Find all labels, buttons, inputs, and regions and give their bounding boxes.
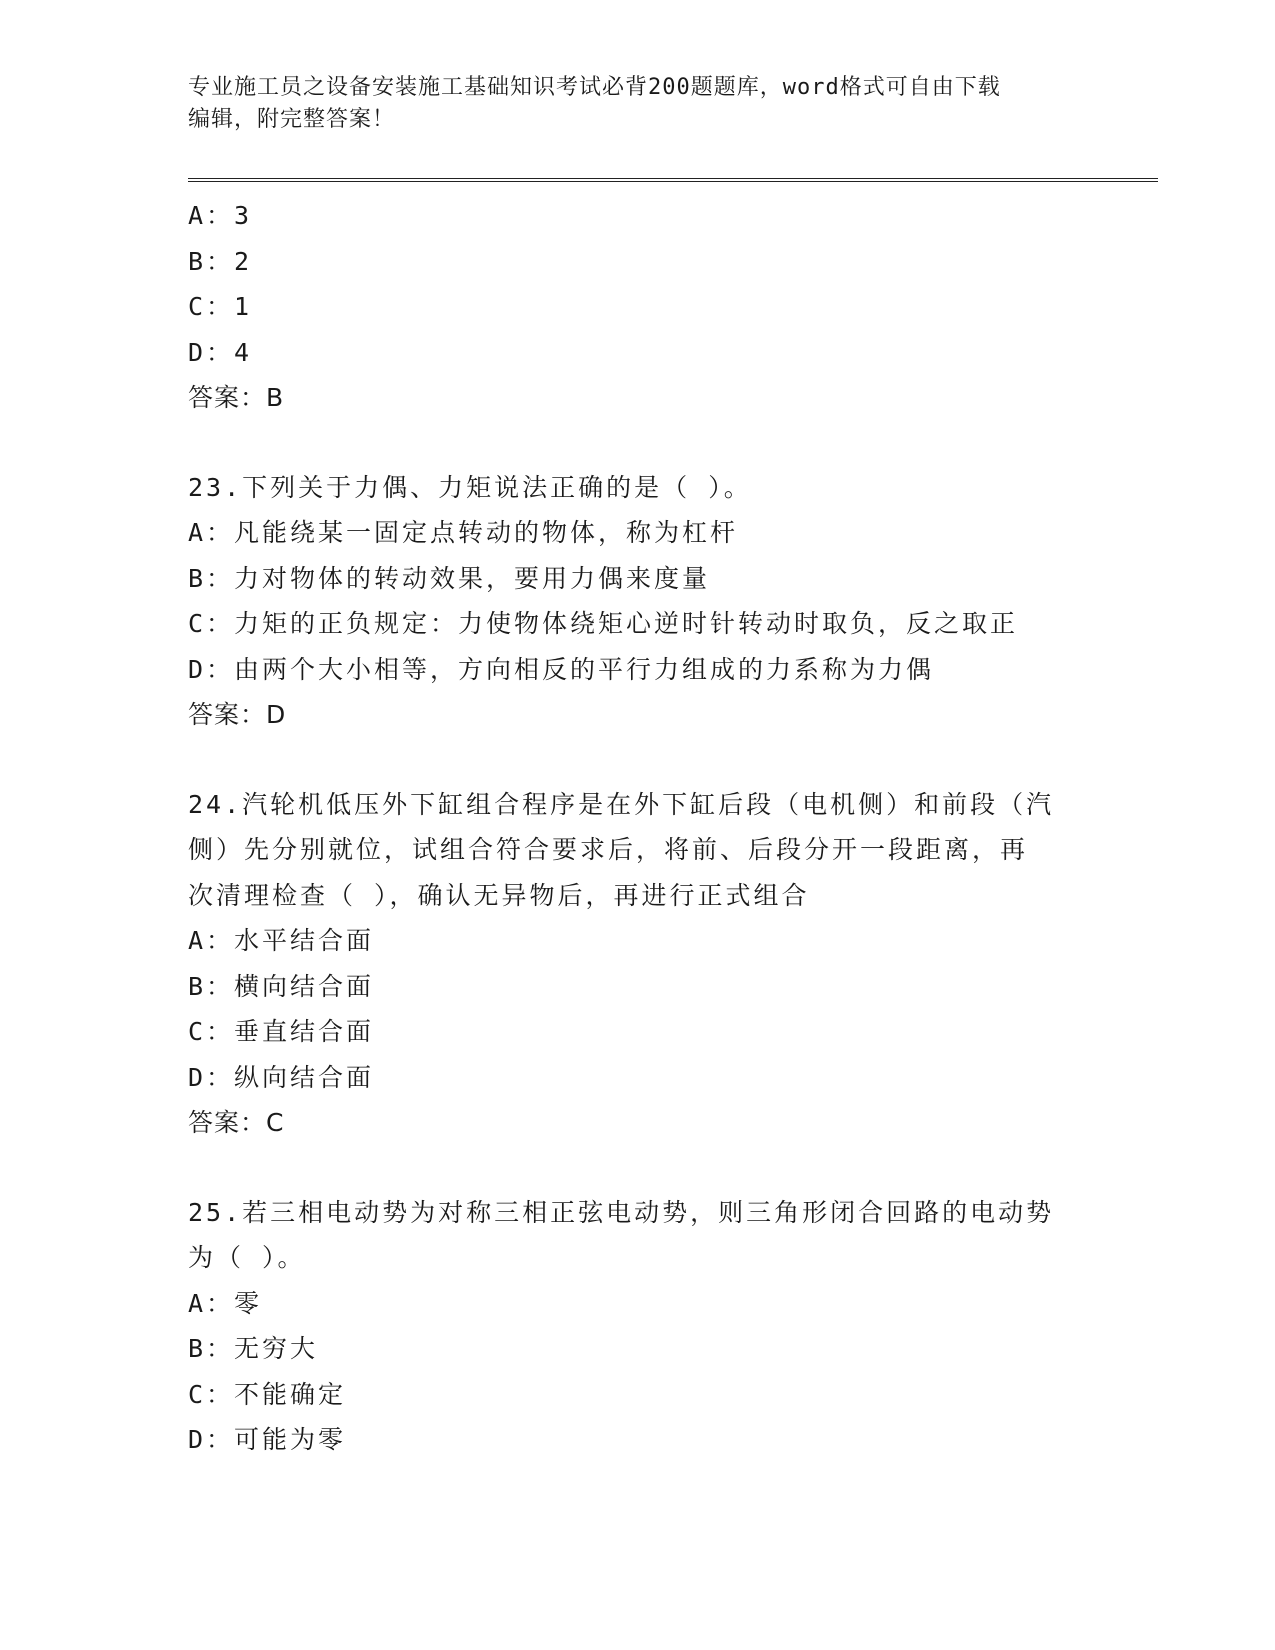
question-text-line-1: 24.汽轮机低压外下缸组合程序是在外下缸后段（电机侧）和前段（汽 bbox=[188, 789, 1055, 819]
answer: 答案：D bbox=[188, 700, 287, 729]
spacer bbox=[188, 421, 1088, 465]
question-23-block bbox=[188, 465, 1088, 738]
option-d: D：4 bbox=[188, 337, 253, 367]
option-a: A：零 bbox=[188, 1288, 263, 1318]
option-a: A：3 bbox=[188, 201, 253, 230]
option-b: B：力对物体的转动效果，要用力偶来度量 bbox=[188, 563, 711, 593]
answer: 答案：C bbox=[188, 1108, 285, 1137]
option-c: C：力矩的正负规定：力使物体绕矩心逆时针转动时取负，反之取正 bbox=[188, 609, 1019, 638]
question-text-line-2: 侧）先分别就位，试组合符合要求后，将前、后段分开一段距离，再 bbox=[188, 835, 1029, 864]
option-d: D：由两个大小相等，方向相反的平行力组成的力系称为力偶 bbox=[188, 654, 935, 684]
option-d: D：纵向结合面 bbox=[188, 1062, 375, 1092]
document-header bbox=[188, 72, 1068, 136]
header-line-2: 编辑，附完整答案！ bbox=[188, 107, 396, 132]
option-a: A：水平结合面 bbox=[188, 926, 375, 955]
spacer bbox=[188, 738, 1088, 782]
option-c: C：垂直结合面 bbox=[188, 1017, 375, 1046]
option-c: C：1 bbox=[188, 292, 253, 321]
question-text-line-3: 次清理检查（ ），确认无异物后，再进行正式组合 bbox=[188, 880, 810, 910]
header-line-1: 专业施工员之设备安装施工基础知识考试必背200题题库，word格式可自由下载 bbox=[188, 75, 1001, 100]
question-list bbox=[188, 193, 1088, 1463]
option-a: A：凡能绕某一固定点转动的物体，称为杠杆 bbox=[188, 518, 739, 547]
option-b: B：2 bbox=[188, 246, 253, 276]
option-d: D：可能为零 bbox=[188, 1425, 347, 1454]
question-24-block bbox=[188, 782, 1088, 1146]
answer: 答案：B bbox=[188, 383, 285, 412]
question-25-block bbox=[188, 1190, 1088, 1463]
question-text-line-1: 25.若三相电动势为对称三相正弦电动势，则三角形闭合回路的电动势 bbox=[188, 1197, 1055, 1227]
option-b: B：横向结合面 bbox=[188, 971, 375, 1001]
question-22-block bbox=[188, 193, 1088, 421]
question-text: 23.下列关于力偶、力矩说法正确的是（ ）。 bbox=[188, 472, 752, 502]
spacer bbox=[188, 1146, 1088, 1190]
option-b: B：无穷大 bbox=[188, 1334, 319, 1363]
header-divider bbox=[188, 178, 1158, 182]
option-c: C：不能确定 bbox=[188, 1379, 347, 1409]
question-text-line-2: 为（ ）。 bbox=[188, 1243, 306, 1272]
